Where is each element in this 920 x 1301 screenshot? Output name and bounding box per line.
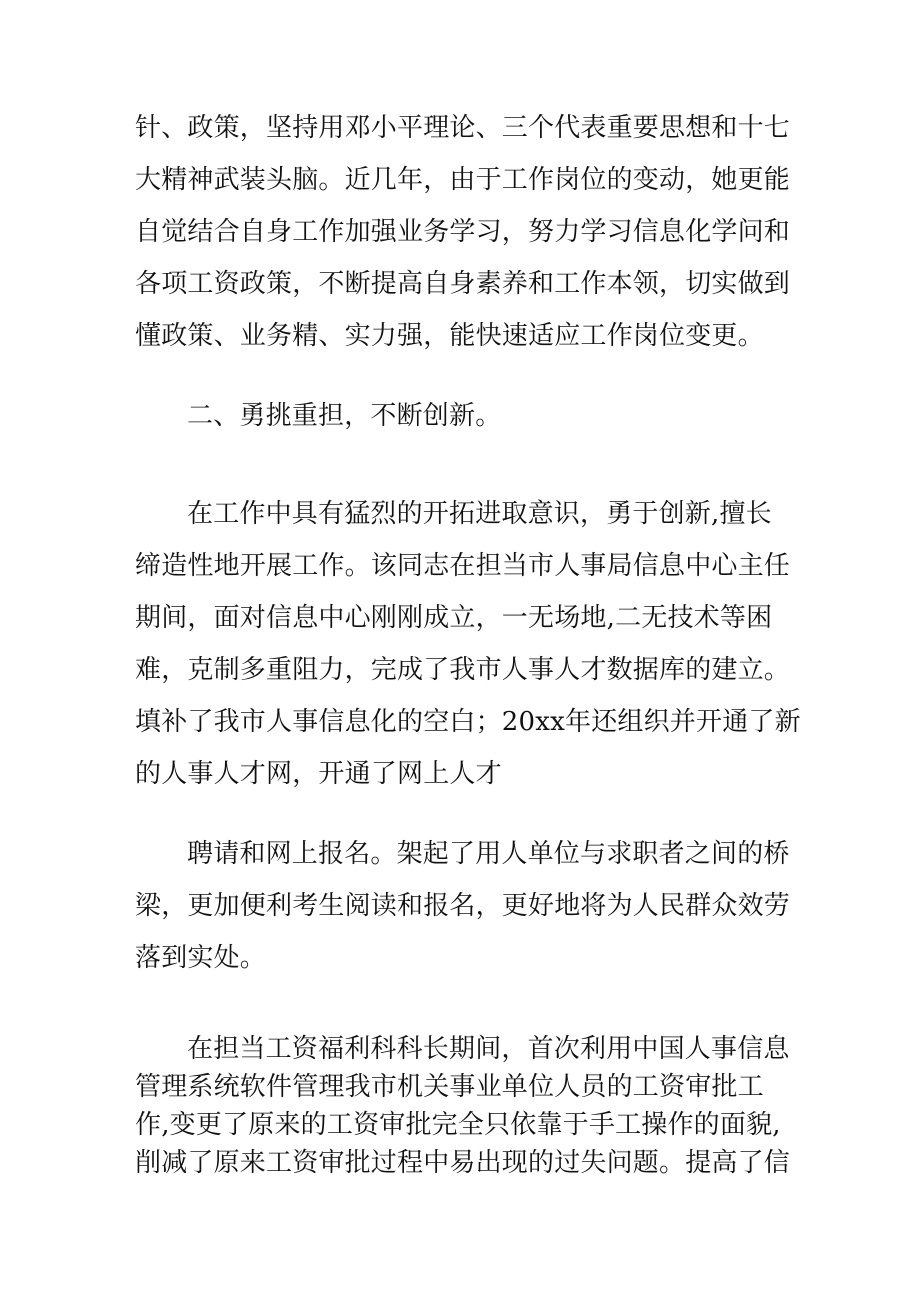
paragraph-innovation [135, 488, 801, 800]
paragraph-line: 期间，面对信息中心刚刚成立，一无场地,二无技术等困 [135, 603, 773, 633]
paragraph-line: 自觉结合自身工作加强业务学习，努力学习信息化学问和 [135, 217, 791, 247]
paragraph-line: 的人事人才网，开通了网上人才 [135, 759, 502, 789]
paragraph-salary-system [135, 1030, 795, 1182]
paragraph-online-registration [135, 828, 795, 984]
heading-line: 二、勇挑重担，不断创新。 [187, 401, 502, 431]
paragraph-line: 大精神武装头脑。近几年，由于工作岗位的变动，她更能 [135, 165, 791, 195]
paragraph-line: 在工作中具有猛烈的开拓进取意识，勇于创新,擅长 [187, 499, 772, 529]
paragraph-line: 针、政策，坚持用邓小平理论、三个代表重要思想和十七 [135, 113, 791, 143]
paragraph-line: 作,变更了原来的工资审批完全只依靠于手工操作的面貌, [135, 1110, 781, 1140]
paragraph-line: 缔造性地开展工作。该同志在担当市人事局信息中心主任 [135, 551, 791, 581]
paragraph-line: 梁，更加便利考生阅读和报名，更好地将为人民群众效劳 [135, 891, 791, 921]
paragraph-line: 各项工资政策，不断提高自身素养和工作本领，切实做到 [135, 269, 791, 299]
paragraph-study [135, 102, 795, 362]
paragraph-line: 聘请和网上报名。架起了用人单位与求职者之间的桥 [187, 839, 790, 869]
paragraph-line: 削减了原来工资审批过程中易出现的过失问题。提高了信 [135, 1148, 791, 1178]
paragraph-line: 在担当工资福利科科长期间，首次利用中国人事信息 [187, 1034, 790, 1064]
section-heading [135, 390, 795, 442]
paragraph-line: 落到实处。 [135, 943, 267, 973]
paragraph-line: 填补了我市人事信息化的空白；20xx年还组织并开通了新 [135, 707, 801, 737]
paragraph-line: 管理系统软件管理我市机关事业单位人员的工资审批工 [135, 1072, 764, 1102]
paragraph-line: 难，克制多重阻力，完成了我市人事人才数据库的建立。 [135, 655, 791, 685]
paragraph-line: 懂政策、业务精、实力强，能快速适应工作岗位变更。 [135, 321, 764, 351]
